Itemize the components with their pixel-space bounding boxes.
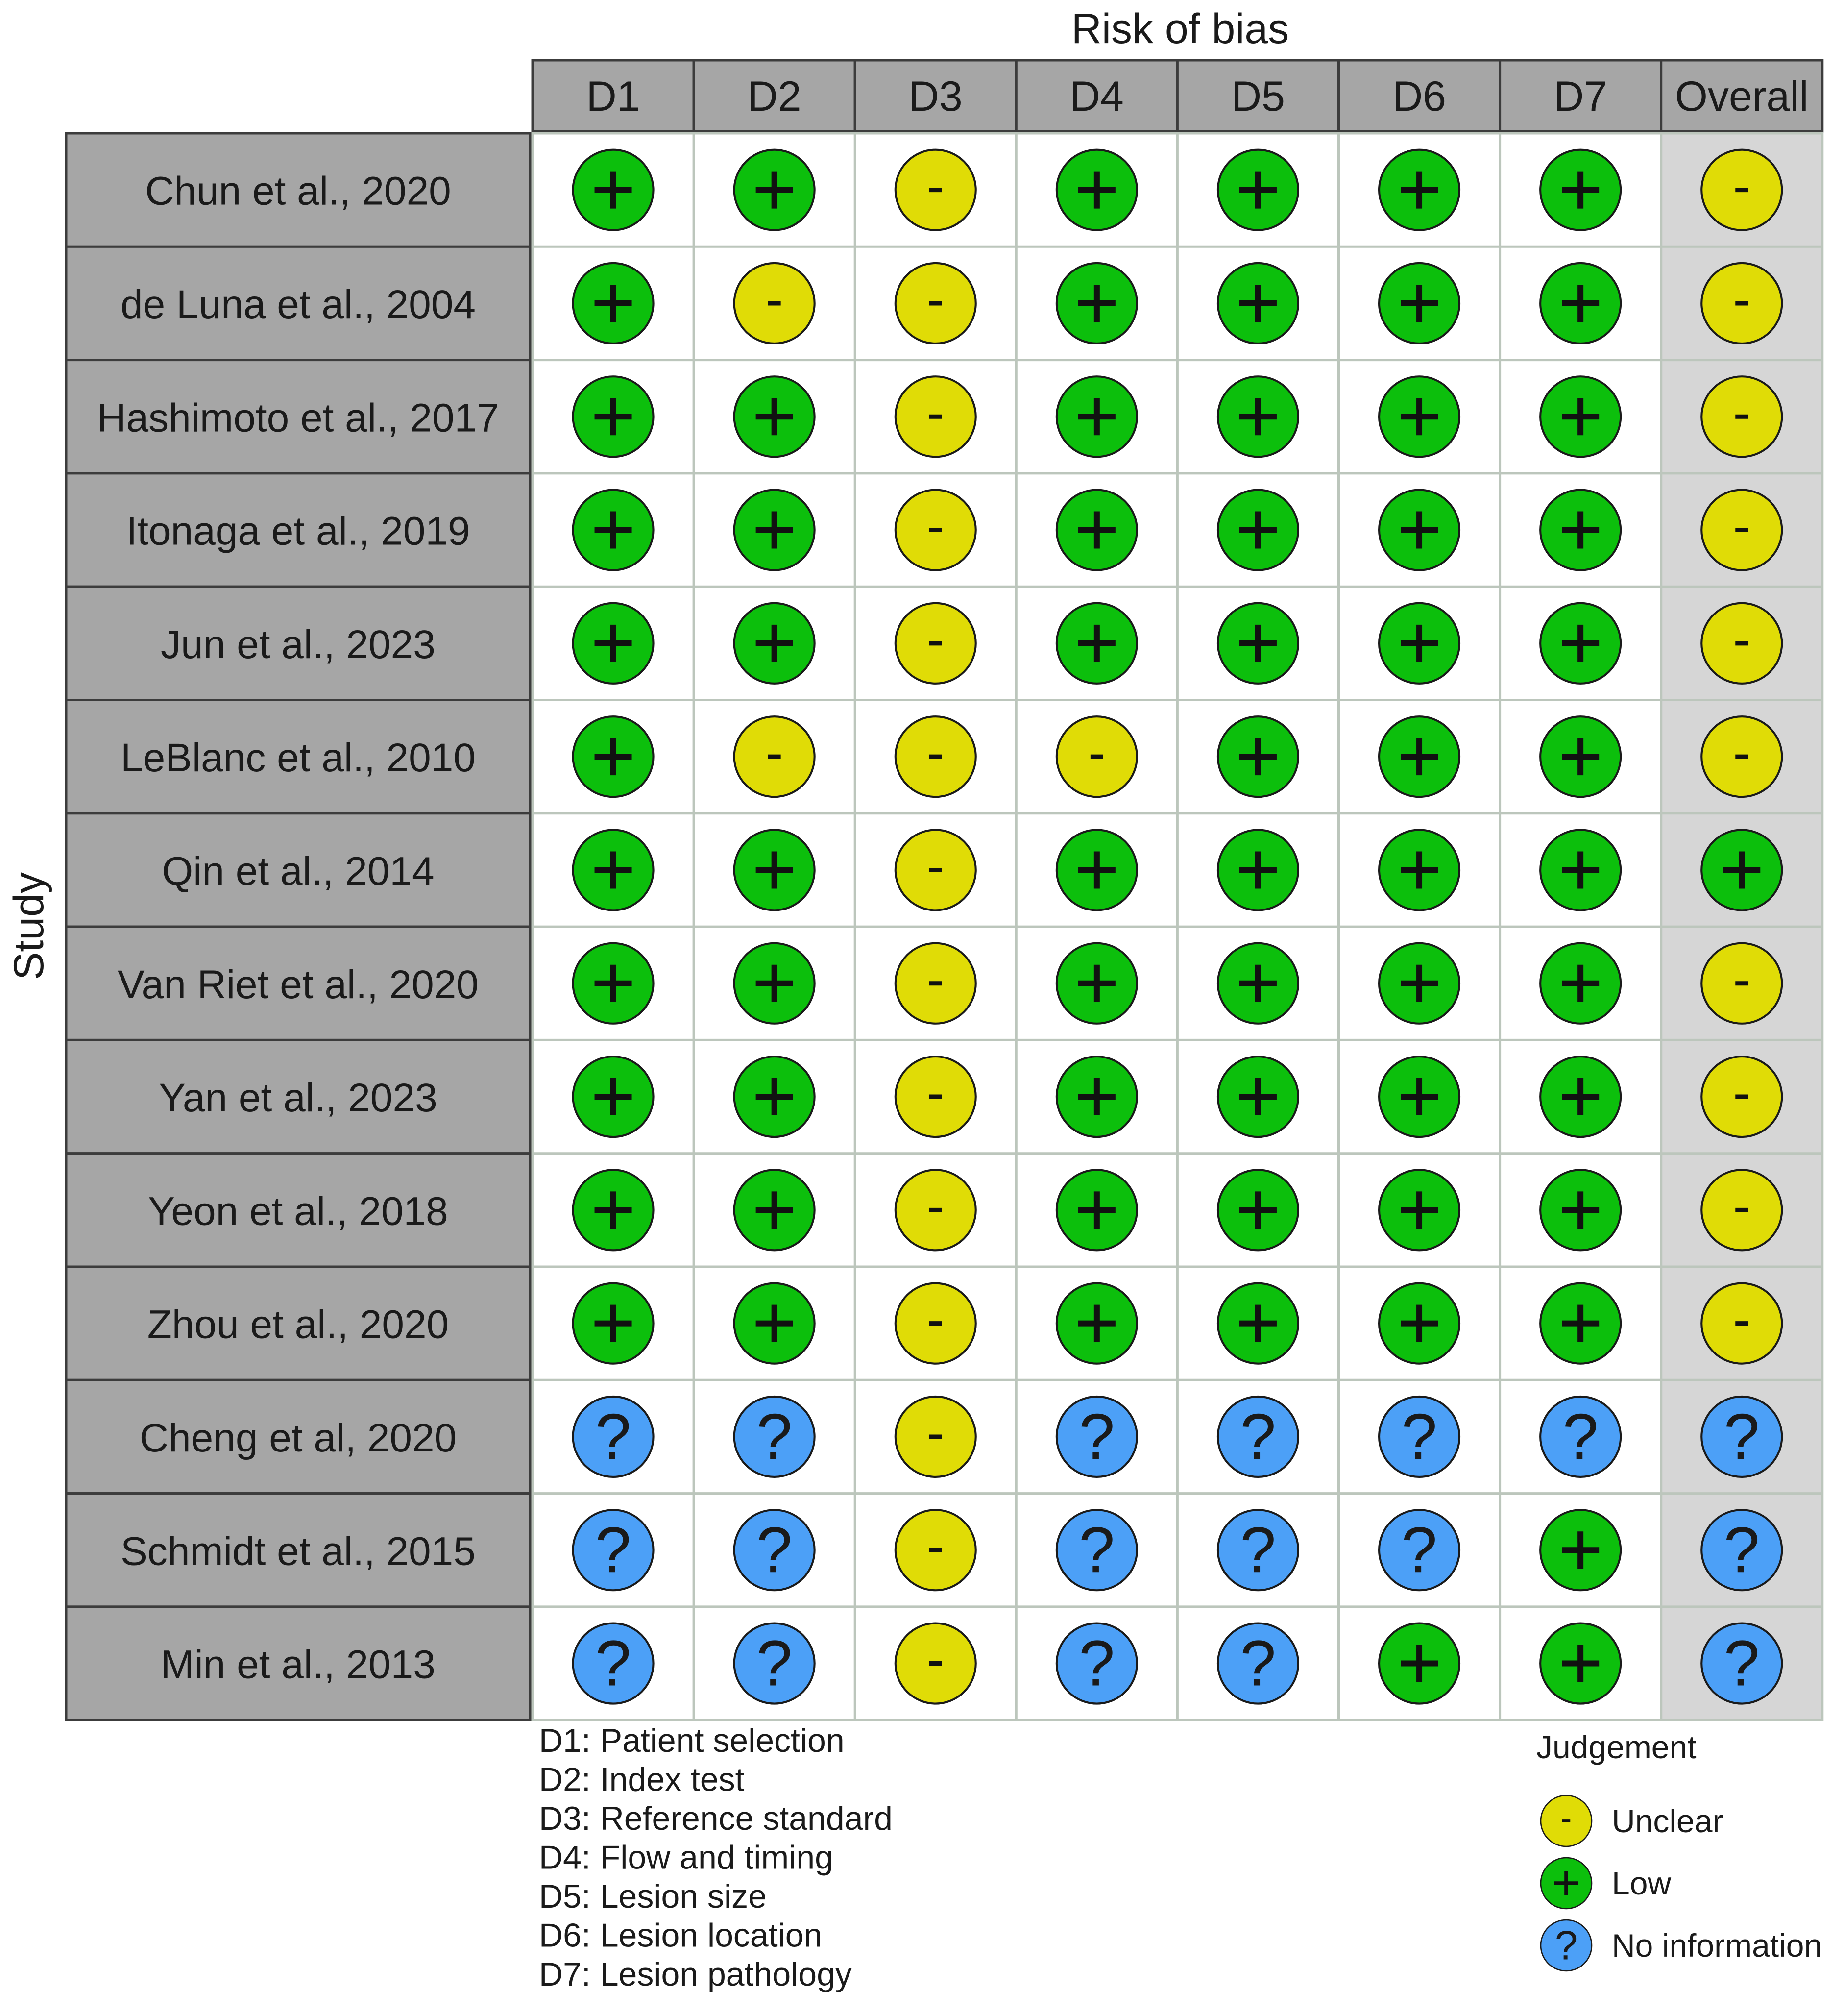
judgement-unclear bbox=[896, 1397, 976, 1477]
judgement-low bbox=[1540, 150, 1621, 230]
judgement-low bbox=[1540, 943, 1621, 1024]
judgement-unclear bbox=[896, 376, 976, 457]
question-icon: ? bbox=[756, 1627, 793, 1699]
judgement-legend-title: Judgement bbox=[1536, 1729, 1697, 1765]
question-icon: ? bbox=[1240, 1627, 1276, 1699]
judgement-low bbox=[734, 1283, 815, 1364]
judgement-unclear bbox=[896, 263, 976, 344]
judgement-low bbox=[1057, 376, 1137, 457]
column-header-label: D4 bbox=[1069, 73, 1124, 120]
judgement-low bbox=[1218, 1283, 1298, 1364]
judgement-low bbox=[573, 830, 654, 910]
question-icon: ? bbox=[1079, 1514, 1115, 1586]
question-icon: ? bbox=[756, 1514, 793, 1586]
judgement-low bbox=[1218, 1170, 1298, 1250]
study-label: Itonaga et al., 2019 bbox=[126, 509, 470, 554]
judgement-legend-label: Low bbox=[1612, 1865, 1672, 1901]
domain-legend-item: D2: Index test bbox=[539, 1761, 745, 1798]
judgement-low bbox=[734, 603, 815, 684]
judgement-low bbox=[573, 603, 654, 684]
judgement-no-information bbox=[1701, 1623, 1782, 1704]
column-header-label: D1 bbox=[586, 73, 640, 120]
judgement-legend-no-information bbox=[1541, 1920, 1592, 1971]
judgement-no-information bbox=[734, 1510, 815, 1590]
domain-legend-item: D1: Patient selection bbox=[539, 1722, 845, 1759]
judgement-low bbox=[1540, 376, 1621, 457]
y-axis-label: Study bbox=[5, 872, 52, 980]
judgement-low bbox=[1218, 263, 1298, 344]
judgement-low bbox=[1379, 376, 1459, 457]
judgement-low bbox=[1218, 490, 1298, 570]
judgement-unclear bbox=[896, 1170, 976, 1250]
judgement-low bbox=[1057, 1283, 1137, 1364]
column-header-label: Overall bbox=[1675, 73, 1809, 120]
judgement-low bbox=[1379, 943, 1459, 1024]
question-icon: ? bbox=[1240, 1514, 1276, 1586]
judgement-low bbox=[1057, 150, 1137, 230]
judgement-unclear bbox=[1701, 943, 1782, 1024]
question-icon: ? bbox=[595, 1400, 631, 1473]
judgement-no-information bbox=[573, 1510, 654, 1590]
chart-title: Risk of bias bbox=[1071, 5, 1289, 52]
study-label: Yan et al., 2023 bbox=[159, 1076, 437, 1121]
judgement-no-information bbox=[1057, 1510, 1137, 1590]
judgement-low bbox=[1540, 490, 1621, 570]
study-label: de Luna et al., 2004 bbox=[121, 282, 476, 327]
judgement-unclear bbox=[896, 943, 976, 1024]
judgement-low bbox=[573, 376, 654, 457]
judgement-unclear bbox=[1057, 716, 1137, 797]
judgement-low bbox=[1379, 1283, 1459, 1364]
judgement-no-information bbox=[573, 1397, 654, 1477]
judgement-unclear bbox=[734, 263, 815, 344]
judgement-low bbox=[1218, 150, 1298, 230]
question-icon: ? bbox=[1079, 1627, 1115, 1699]
judgement-low bbox=[1701, 830, 1782, 910]
column-header-label: D3 bbox=[908, 73, 963, 120]
judgement-low bbox=[573, 1283, 654, 1364]
column-header-label: D2 bbox=[747, 73, 801, 120]
study-label: Hashimoto et al., 2017 bbox=[97, 395, 499, 441]
question-icon: ? bbox=[1401, 1514, 1437, 1586]
judgement-low bbox=[1379, 150, 1459, 230]
judgement-no-information bbox=[734, 1623, 815, 1704]
judgement-low bbox=[1379, 603, 1459, 684]
judgement-no-information bbox=[1540, 1397, 1621, 1477]
judgement-low bbox=[573, 150, 654, 230]
judgement-low bbox=[1379, 1057, 1459, 1137]
column-header-label: D7 bbox=[1553, 73, 1608, 120]
judgement-unclear bbox=[896, 1057, 976, 1137]
study-labels bbox=[66, 133, 530, 1720]
judgement-no-information bbox=[1379, 1397, 1459, 1477]
judgement-unclear bbox=[896, 1510, 976, 1590]
judgement-low bbox=[1057, 943, 1137, 1024]
judgement-unclear bbox=[896, 1283, 976, 1364]
study-label: Zhou et al., 2020 bbox=[147, 1302, 449, 1347]
judgement-low bbox=[734, 150, 815, 230]
judgement-low bbox=[1379, 263, 1459, 344]
question-icon: ? bbox=[595, 1514, 631, 1586]
judgement-unclear bbox=[896, 490, 976, 570]
judgement-unclear bbox=[734, 716, 815, 797]
judgement-low bbox=[1218, 376, 1298, 457]
judgement-low bbox=[573, 490, 654, 570]
judgement-no-information bbox=[1379, 1510, 1459, 1590]
judgement-unclear bbox=[1701, 1057, 1782, 1137]
judgement-low bbox=[1057, 1170, 1137, 1250]
judgement-low bbox=[1057, 1057, 1137, 1137]
judgement-low bbox=[1218, 943, 1298, 1024]
judgement-low bbox=[1540, 1283, 1621, 1364]
judgement-unclear bbox=[896, 150, 976, 230]
judgement-low bbox=[1057, 490, 1137, 570]
judgement-no-information bbox=[1701, 1397, 1782, 1477]
judgement-unclear bbox=[1701, 150, 1782, 230]
judgement-low bbox=[734, 943, 815, 1024]
question-icon: ? bbox=[595, 1627, 631, 1699]
domain-legend-item: D4: Flow and timing bbox=[539, 1839, 833, 1876]
judgement-unclear bbox=[1701, 263, 1782, 344]
study-label: Van Riet et al., 2020 bbox=[118, 962, 479, 1007]
judgement-low bbox=[1379, 716, 1459, 797]
judgement-unclear bbox=[1701, 490, 1782, 570]
judgement-low bbox=[734, 376, 815, 457]
judgement-low bbox=[1540, 1623, 1621, 1704]
judgement-unclear bbox=[896, 830, 976, 910]
column-headers bbox=[533, 60, 1822, 131]
judgement-no-information bbox=[573, 1623, 654, 1704]
column-header-label: D6 bbox=[1392, 73, 1447, 120]
judgement-low bbox=[734, 1170, 815, 1250]
judgement-unclear bbox=[896, 716, 976, 797]
study-label: Chun et al., 2020 bbox=[145, 169, 451, 214]
judgement-low bbox=[1218, 716, 1298, 797]
judgement-low bbox=[1540, 263, 1621, 344]
study-label: Cheng et al, 2020 bbox=[139, 1415, 457, 1460]
judgement-low bbox=[1057, 263, 1137, 344]
judgement-low bbox=[1540, 603, 1621, 684]
question-icon: ? bbox=[1562, 1400, 1599, 1473]
judgement-low bbox=[573, 263, 654, 344]
judgement-unclear bbox=[1701, 1283, 1782, 1364]
judgement-low bbox=[573, 1170, 654, 1250]
judgement-low bbox=[1218, 830, 1298, 910]
judgement-low bbox=[1057, 603, 1137, 684]
judgement-low bbox=[1379, 830, 1459, 910]
judgement-no-information bbox=[1701, 1510, 1782, 1590]
question-icon: ? bbox=[1723, 1514, 1760, 1586]
domain-legend-item: D6: Lesion location bbox=[539, 1917, 823, 1954]
judgement-low bbox=[573, 1057, 654, 1137]
judgement-legend-label: No information bbox=[1612, 1927, 1822, 1964]
question-icon: ? bbox=[1723, 1627, 1760, 1699]
judgement-no-information bbox=[1218, 1510, 1298, 1590]
study-label: Schmidt et al., 2015 bbox=[121, 1529, 476, 1574]
study-label: LeBlanc et al., 2010 bbox=[121, 736, 476, 781]
judgement-legend-low bbox=[1541, 1858, 1592, 1909]
judgement-low bbox=[1540, 1510, 1621, 1590]
judgement-low bbox=[734, 830, 815, 910]
study-label: Jun et al., 2023 bbox=[161, 622, 436, 667]
judgement-no-information bbox=[1218, 1397, 1298, 1477]
question-icon: ? bbox=[756, 1400, 793, 1473]
question-icon: ? bbox=[1240, 1400, 1276, 1473]
judgement-low bbox=[1540, 1057, 1621, 1137]
domain-legend-item: D3: Reference standard bbox=[539, 1800, 893, 1837]
domain-legend-item: D7: Lesion pathology bbox=[539, 1956, 852, 1993]
question-icon: ? bbox=[1401, 1400, 1437, 1473]
judgement-low bbox=[1540, 716, 1621, 797]
judgement-unclear bbox=[896, 603, 976, 684]
judgement-low bbox=[1379, 1623, 1459, 1704]
judgement-no-information bbox=[734, 1397, 815, 1477]
judgement-low bbox=[1218, 1057, 1298, 1137]
study-label: Min et al., 2013 bbox=[161, 1642, 436, 1687]
judgement-legend-unclear bbox=[1541, 1795, 1592, 1846]
judgement-no-information bbox=[1218, 1623, 1298, 1704]
judgement-unclear bbox=[1701, 1170, 1782, 1250]
question-icon: ? bbox=[1723, 1400, 1760, 1473]
judgement-no-information bbox=[1057, 1623, 1137, 1704]
judgement-low bbox=[734, 490, 815, 570]
judgement-unclear bbox=[1701, 716, 1782, 797]
question-icon: ? bbox=[1554, 1922, 1578, 1968]
judgement-low bbox=[1379, 1170, 1459, 1250]
judgement-low bbox=[1057, 830, 1137, 910]
judgement-legend-label: Unclear bbox=[1612, 1803, 1723, 1839]
study-label: Qin et al., 2014 bbox=[162, 849, 435, 894]
judgement-no-information bbox=[1057, 1397, 1137, 1477]
study-label: Yeon et al., 2018 bbox=[148, 1189, 448, 1234]
domain-legend-item: D5: Lesion size bbox=[539, 1878, 767, 1915]
judgement-low bbox=[573, 943, 654, 1024]
judgement-low bbox=[1540, 830, 1621, 910]
judgement-low bbox=[1218, 603, 1298, 684]
column-header-label: D5 bbox=[1231, 73, 1285, 120]
question-icon: ? bbox=[1079, 1400, 1115, 1473]
judgement-low bbox=[734, 1057, 815, 1137]
judgement-low bbox=[1540, 1170, 1621, 1250]
judgement-low bbox=[573, 716, 654, 797]
judgement-unclear bbox=[1701, 376, 1782, 457]
judgement-unclear bbox=[1701, 603, 1782, 684]
judgement-unclear bbox=[896, 1623, 976, 1704]
judgement-low bbox=[1379, 490, 1459, 570]
